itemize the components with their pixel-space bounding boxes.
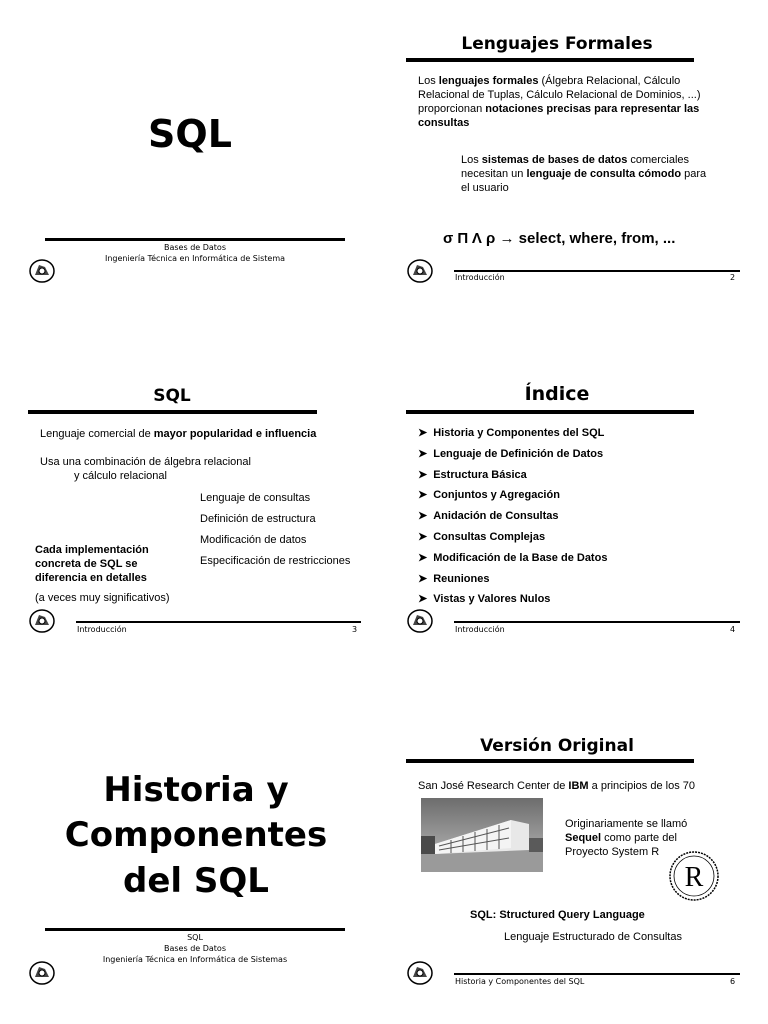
line-relational-calculus: y cálculo relacional xyxy=(74,470,167,482)
index-item: ➤ Conjuntos y Agregación xyxy=(418,489,560,502)
system-r-logo-icon xyxy=(668,850,720,902)
list-item: Modificación de datos xyxy=(200,534,307,546)
slide-title: Versión Original xyxy=(480,736,634,756)
slide-3 xyxy=(0,341,384,682)
sql-full-name: SQL: Structured Query Language xyxy=(470,909,645,921)
title-rule xyxy=(28,410,317,414)
original-name-text: Originariamente se llamó Sequel como parte del Proyecto System R xyxy=(565,818,688,858)
footer-rule xyxy=(454,973,740,975)
index-item: ➤ Consultas Complejas xyxy=(418,530,546,543)
university-logo-icon xyxy=(29,609,55,633)
slide-5 xyxy=(0,682,384,1023)
index-list xyxy=(418,426,607,613)
footer-section: Introducción xyxy=(77,625,127,634)
arrow-bullet-icon: ➤ xyxy=(418,572,428,585)
footer-rule xyxy=(45,238,345,241)
arrow-bullet-icon: ➤ xyxy=(418,530,428,543)
index-item: ➤ Historia y Componentes del SQL xyxy=(418,427,605,439)
arrow-right-icon: → xyxy=(499,230,515,247)
university-logo-icon xyxy=(29,259,55,283)
page-number: 6 xyxy=(730,977,736,986)
symbols-line: σ Π Λ ρ → select, where, from, ... xyxy=(443,230,676,247)
footer-line: Bases de Datos xyxy=(164,243,226,252)
index-item: ➤ Estructura Básica xyxy=(418,468,527,481)
index-item: ➤ Lenguaje de Definición de Datos xyxy=(418,447,604,460)
page-number: 4 xyxy=(730,625,736,634)
sql-spanish-name: Lenguaje Estructurado de Consultas xyxy=(504,931,682,943)
index-item: ➤ Anidación de Consultas xyxy=(418,510,559,523)
index-item: ➤ Vistas y Valores Nulos xyxy=(418,593,551,606)
slide-title: SQL xyxy=(153,386,191,406)
page-number: 3 xyxy=(352,625,358,634)
arrow-bullet-icon: ➤ xyxy=(418,447,428,460)
index-item: ➤ Modificación de la Base de Datos xyxy=(418,551,608,564)
footer-line: Ingeniería Técnica en Informática de Sistema xyxy=(104,254,286,263)
university-logo-icon xyxy=(407,259,433,283)
slide-title-line: Historia y xyxy=(103,770,289,810)
index-item: ➤ Reuniones xyxy=(418,572,490,585)
slide-title-line: Componentes xyxy=(64,815,328,855)
footer-line: Ingeniería Técnica en Informática de Sistemas xyxy=(102,955,288,964)
line-popularity: Lenguaje comercial de mayor popularidad e influencia xyxy=(40,428,317,440)
arrow-bullet-icon: ➤ xyxy=(418,468,428,481)
footer-section: Introducción xyxy=(455,625,505,634)
implementation-note: Cada implementación concreta de SQL se diferencia en detalles xyxy=(35,544,149,584)
footer-section: Introducción xyxy=(455,273,505,282)
arrow-bullet-icon: ➤ xyxy=(418,427,428,439)
slide-title-line: del SQL xyxy=(123,861,269,901)
title-rule xyxy=(406,410,694,414)
slide-title: SQL xyxy=(148,112,232,156)
list-item: Lenguaje de consultas xyxy=(200,492,311,504)
arrow-bullet-icon: ➤ xyxy=(418,551,428,564)
slide-title: Lenguajes Formales xyxy=(461,34,653,54)
footer-rule xyxy=(454,270,740,272)
page-number: 2 xyxy=(730,273,736,282)
university-logo-icon xyxy=(29,961,55,985)
slide-6 xyxy=(384,682,768,1023)
title-rule xyxy=(406,759,694,763)
footer-line: Bases de Datos xyxy=(164,944,226,953)
list-item: Especificación de restricciones xyxy=(200,555,351,567)
footer-rule xyxy=(45,928,345,931)
footer-section: Historia y Componentes del SQL xyxy=(455,977,585,986)
significance-note: (a veces muy significativos) xyxy=(35,592,170,604)
arrow-bullet-icon: ➤ xyxy=(418,510,428,523)
line-research-center: San José Research Center de IBM a principios de los 70 xyxy=(418,780,695,792)
slide-1 xyxy=(0,0,384,341)
footer-line: SQL xyxy=(187,933,203,942)
ibm-building-photo xyxy=(421,798,543,872)
slide-title: Índice xyxy=(524,383,590,405)
title-rule xyxy=(406,58,694,62)
footer-rule xyxy=(454,621,740,623)
footer-rule xyxy=(76,621,361,623)
arrow-bullet-icon: ➤ xyxy=(418,593,428,606)
system-r-letter: R xyxy=(684,862,704,893)
paragraph-commercial-dbms: Los sistemas de bases de datos comerciales necesitan un lenguaje de consulta cómodo para el usuario xyxy=(461,154,707,194)
line-combination: Usa una combinación de álgebra relacional xyxy=(40,456,251,468)
list-item: Definición de estructura xyxy=(200,513,316,525)
paragraph-formal-languages: Los lenguajes formales (Álgebra Relacional, Cálculo Relacional de Tuplas, Cálculo Relacional de Dominios, ...) proporcionan notaciones precisas para representar las consultas xyxy=(418,75,701,129)
slide-2 xyxy=(384,0,768,341)
university-logo-icon xyxy=(407,961,433,985)
arrow-bullet-icon: ➤ xyxy=(418,489,428,502)
